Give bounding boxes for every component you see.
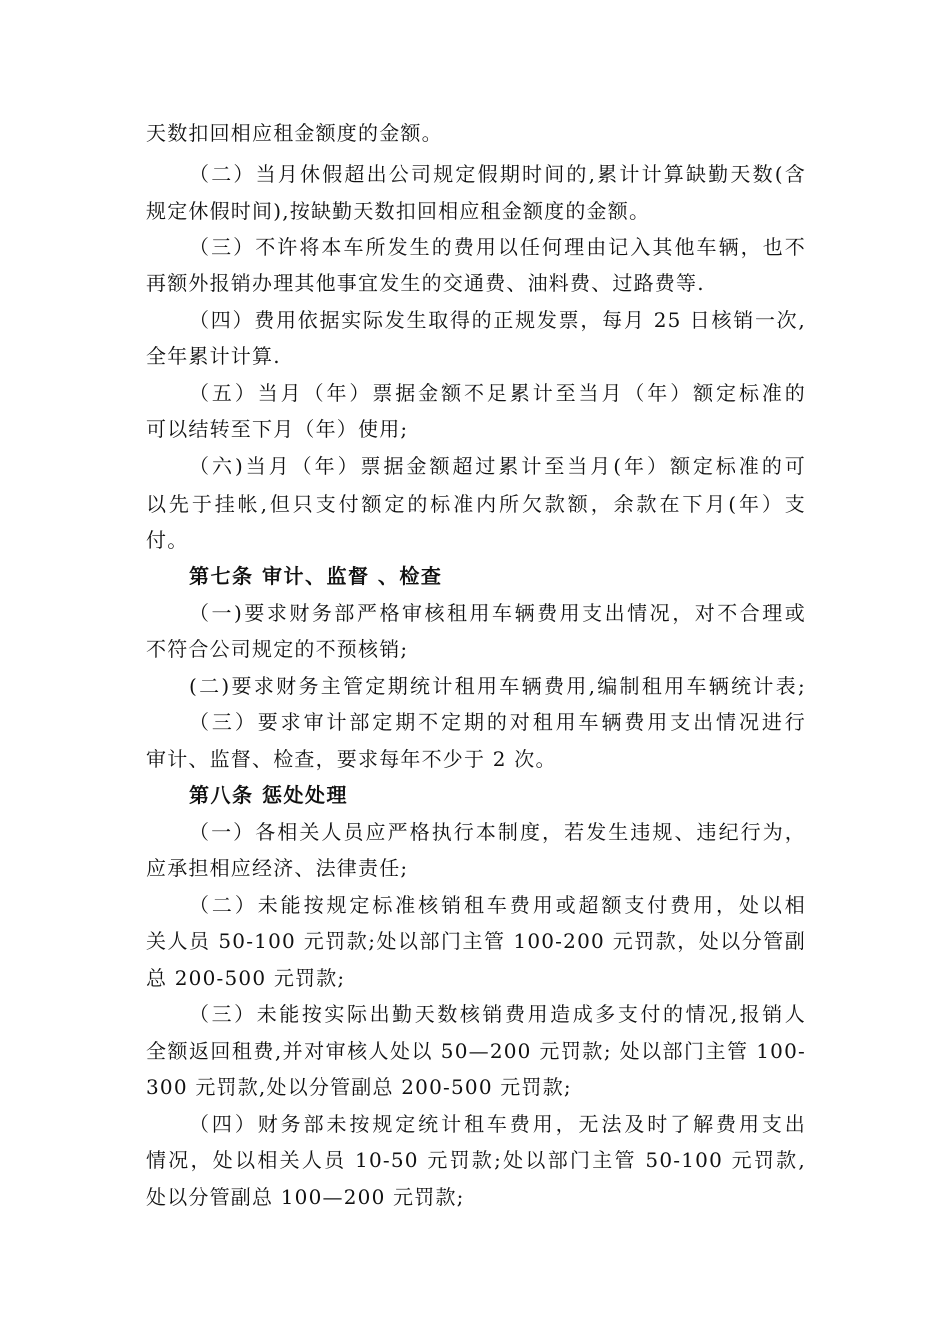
paragraph-line: （一）各相关人员应严格执行本制度，若发生违规、违纪行为， bbox=[189, 820, 806, 844]
paragraph-line: （六)当月（年）票据金额超过累计至当月(年）额定标准的可 bbox=[189, 454, 806, 478]
paragraph-line: 全年累计计算. bbox=[146, 344, 281, 368]
paragraph-line: (二)要求财务主管定期统计租用车辆费用,编制租用车辆统计表; bbox=[189, 674, 806, 698]
paragraph-line: 情况，处以相关人员 10-50 元罚款;处以部门主管 50-100 元罚款, bbox=[146, 1148, 806, 1172]
paragraph-line: （三）未能按实际出勤天数核销费用造成多支付的情况,报销人 bbox=[189, 1002, 806, 1026]
paragraph-line: （二）未能按规定标准核销租车费用或超额支付费用，处以相 bbox=[189, 893, 806, 917]
paragraph-line: （二）当月休假超出公司规定假期时间的,累计计算缺勤天数(含 bbox=[189, 162, 806, 186]
paragraph-line: 不符合公司规定的不预核销; bbox=[146, 637, 409, 661]
paragraph-line: 可以结转至下月（年）使用; bbox=[146, 417, 409, 441]
paragraph-line: 以先于挂帐,但只支付额定的标准内所欠款额，余款在下月(年）支 bbox=[146, 492, 806, 516]
paragraph-line: 付。 bbox=[146, 528, 189, 552]
paragraph-line: （五）当月（年）票据金额不足累计至当月（年）额定标准的 bbox=[189, 381, 806, 405]
paragraph-line: 应承担相应经济、法律责任; bbox=[146, 856, 409, 880]
paragraph-line: （四）财务部未按规定统计租车费用，无法及时了解费用支出 bbox=[189, 1112, 806, 1136]
paragraph-line: 300 元罚款,处以分管副总 200-500 元罚款; bbox=[146, 1075, 572, 1099]
paragraph-line: 再额外报销办理其他事宜发生的交通费、油料费、过路费等. bbox=[146, 271, 705, 295]
paragraph-line: 全额返回租费,并对审核人处以 50—200 元罚款; 处以部门主管 100- bbox=[146, 1039, 806, 1063]
section-heading-article-8: 第八条 惩处处理 bbox=[189, 783, 348, 807]
paragraph-line: 处以分管副总 100—200 元罚款; bbox=[146, 1185, 465, 1209]
paragraph-line: （一)要求财务部严格审核租用车辆费用支出情况，对不合理或 bbox=[189, 601, 806, 625]
paragraph-line: 规定休假时间),按缺勤天数扣回相应租金额度的金额。 bbox=[146, 199, 651, 223]
paragraph-line: （四）费用依据实际发生取得的正规发票，每月 25 日核销一次, bbox=[189, 308, 806, 332]
paragraph-line: 天数扣回相应租金额度的金额。 bbox=[146, 121, 443, 145]
paragraph-line: （三）要求审计部定期不定期的对租用车辆费用支出情况进行 bbox=[189, 710, 806, 734]
paragraph-line: 关人员 50-100 元罚款;处以部门主管 100-200 元罚款，处以分管副 bbox=[146, 929, 806, 953]
paragraph-line: （三）不许将本车所发生的费用以任何理由记入其他车辆，也不 bbox=[189, 235, 806, 259]
section-heading-article-7: 第七条 审计、监督 、检查 bbox=[189, 564, 443, 588]
paragraph-line: 审计、监督、检查，要求每年不少于 2 次。 bbox=[146, 747, 557, 771]
paragraph-line: 总 200-500 元罚款; bbox=[146, 966, 346, 990]
